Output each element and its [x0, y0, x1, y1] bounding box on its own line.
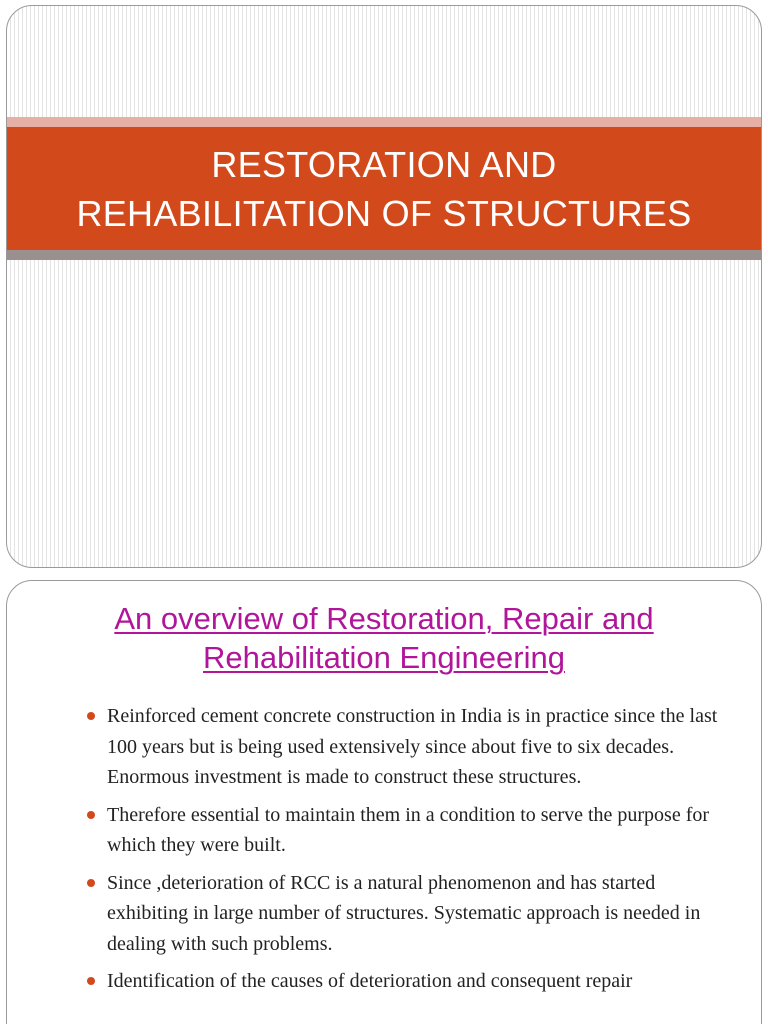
slide-heading	[7, 599, 761, 677]
bullet-dot-icon	[87, 879, 95, 887]
bullet-item	[107, 800, 727, 861]
slide-title	[76, 140, 691, 238]
bullet-list	[107, 701, 727, 1004]
bullet-dot-icon	[87, 712, 95, 720]
title-slide	[6, 5, 762, 568]
bullet-item	[107, 966, 727, 997]
slide-heading-line-2: Rehabilitation Engineering	[203, 640, 565, 675]
bullet-text: Identification of the causes of deterioration and consequent repair	[107, 970, 633, 992]
bullet-dot-icon	[87, 977, 95, 985]
bullet-dot-icon	[87, 811, 95, 819]
bullet-text: Therefore essential to maintain them in a condition to serve the purpose for which they were built.	[107, 803, 710, 856]
bullet-text: Since ,deterioration of RCC is a natural phenomenon and has started exhibiting in large number of structures. Systematic approach is needed in dealing with such problems.	[107, 871, 701, 955]
content-slide	[6, 580, 762, 1024]
slide-heading-line-1: An overview of Restoration, Repair and	[114, 601, 654, 636]
slide-title-line-2: REHABILITATION OF STRUCTURES	[76, 192, 692, 234]
title-accent-band-bottom	[7, 250, 761, 260]
bullet-item	[107, 868, 727, 960]
title-band	[7, 127, 761, 250]
bullet-text: Reinforced cement concrete construction in India is in practice since the last 100 years but is being used extensively since about five to six decades. Enormous investment is made to construct these structures.	[107, 705, 718, 788]
slide-title-line-1: RESTORATION AND	[211, 143, 557, 185]
bullet-item	[107, 701, 727, 793]
title-accent-band-top	[7, 117, 761, 127]
